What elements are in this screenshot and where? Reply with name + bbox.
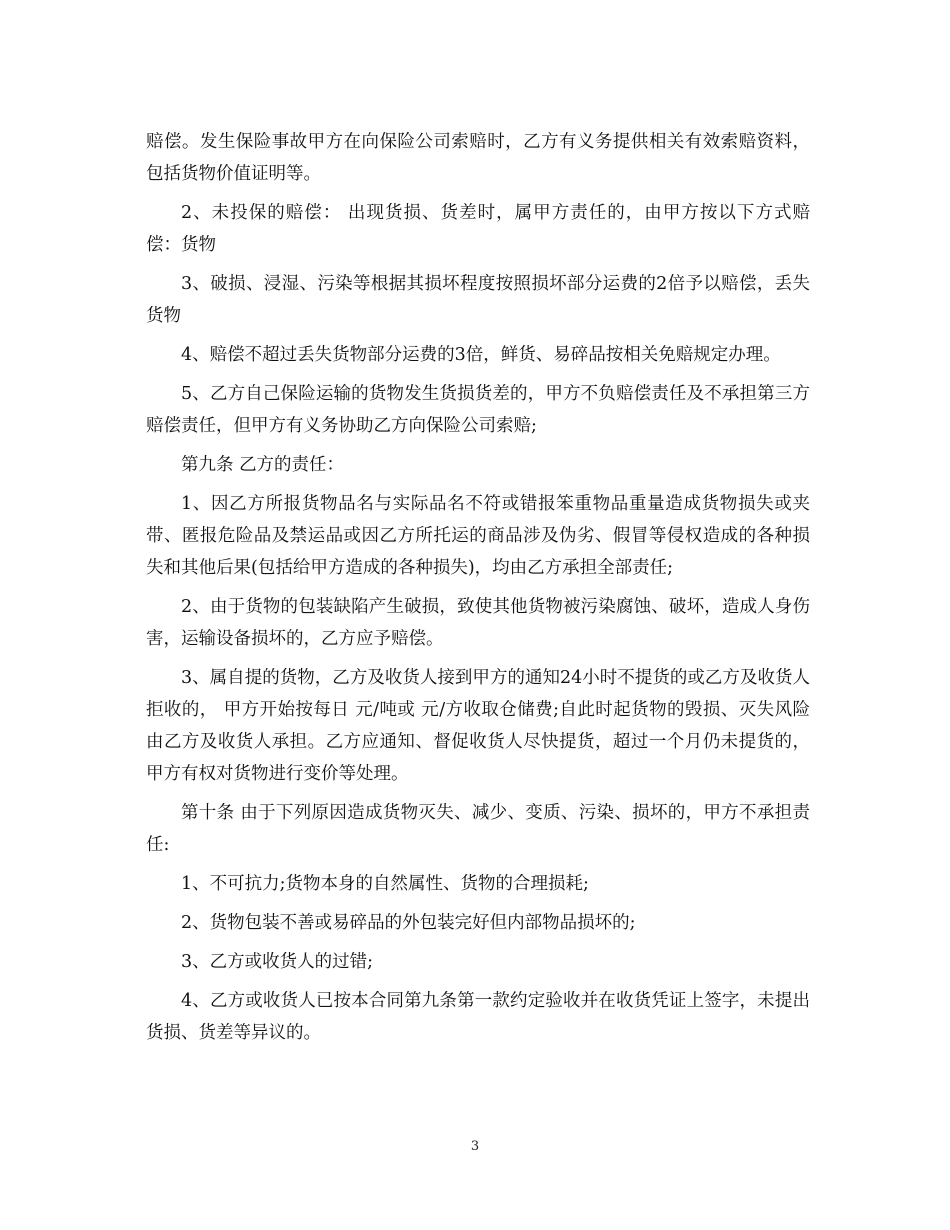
section-heading-article-9: 第九条 乙方的责任： bbox=[181, 455, 345, 475]
paragraph-4: 4、赔偿不超过丢失货物部分运费的3倍，鲜货、易碎品按相关免赔规定办理。 bbox=[181, 345, 781, 365]
page-number: 3 bbox=[470, 1139, 480, 1154]
paragraph-8: 2、由于货物的包装缺陷产生破损，致使其他货物被污染腐蚀、破坏，造成人身伤害，运输设备损坏的，乙方应予赔偿。 bbox=[146, 597, 810, 649]
paragraph-14: 4、乙方或收货人已按本合同第九条第一款约定验收并在收货凭证上签字，未提出货损、货差等异议的。 bbox=[146, 991, 810, 1043]
paragraph-2: 2、未投保的赔偿： 出现货损、货差时，属甲方责任的，由甲方按以下方式赔偿：货物 bbox=[146, 203, 810, 255]
paragraph-1: 赔偿。发生保险事故甲方在向保险公司索赔时，乙方有义务提供相关有效索赔资料，包括货物价值证明等。 bbox=[146, 132, 810, 184]
paragraph-5: 5、乙方自己保险运输的货物发生货损货差的，甲方不负赔偿责任及不承担第三方赔偿责任，但甲方有义务协助乙方向保险公司索赔; bbox=[146, 384, 810, 436]
paragraph-9: 3、属自提的货物，乙方及收货人接到甲方的通知24小时不提货的或乙方及收货人拒收的， 甲方开始按每日 元/吨或 元/方收取仓储费;自此时起货物的毁损、灭失风险由乙方及收货人承担。乙方应通知、督促收货人尽快提货，超过一个月仍未提货的，甲方有权对货物进行变价等处理。 bbox=[146, 668, 810, 784]
document-body bbox=[146, 126, 810, 1056]
paragraph-11: 1、不可抗力;货物本身的自然属性、货物的合理损耗; bbox=[181, 874, 589, 894]
paragraph-13: 3、乙方或收货人的过错; bbox=[181, 952, 374, 972]
paragraph-7: 1、因乙方所报货物品名与实际品名不符或错报笨重物品重量造成货物损失或夹带、匿报危险品及禁运品或因乙方所托运的商品涉及伪劣、假冒等侵权造成的各种损失和其他后果(包括给甲方造成的各种损失)，均由乙方承担全部责任; bbox=[146, 494, 810, 578]
paragraph-12: 2、货物包装不善或易碎品的外包装完好但内部物品损坏的; bbox=[181, 913, 636, 933]
paragraph-3: 3、破损、浸湿、污染等根据其损坏程度按照损坏部分运费的2倍予以赔偿，丢失货物 bbox=[146, 274, 810, 326]
section-heading-article-10: 第十条 由于下列原因造成货物灭失、减少、变质、污染、损坏的，甲方不承担责任: bbox=[146, 803, 810, 855]
